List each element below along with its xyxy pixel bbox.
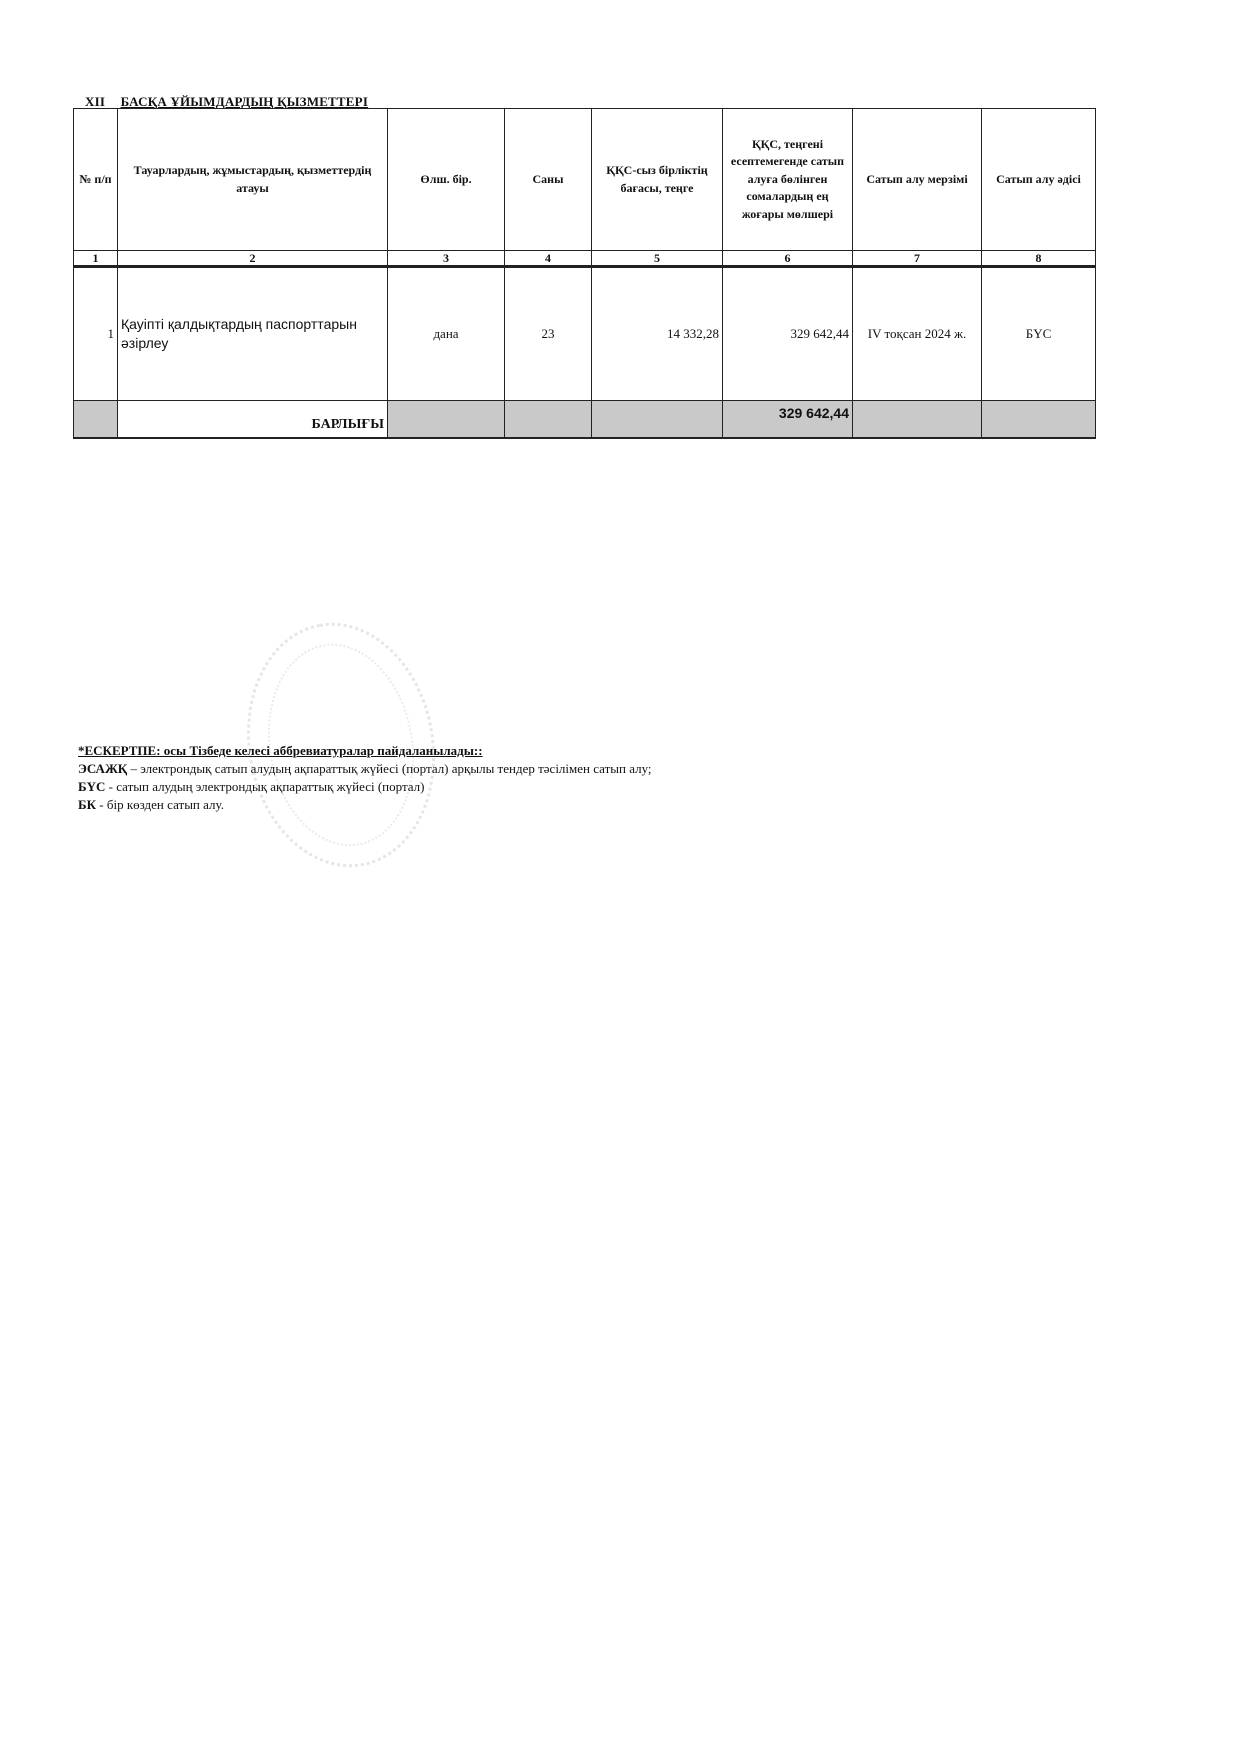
header-cell-method: Сатып алу әдісі — [982, 109, 1096, 251]
total-amount: 329 642,44 — [723, 401, 853, 439]
section-number: XII — [85, 94, 106, 109]
column-number: 3 — [388, 251, 505, 267]
column-number: 4 — [505, 251, 592, 267]
max-amount-cell: 329 642,44 — [723, 267, 853, 401]
total-empty-cell — [592, 401, 723, 439]
header-cell-unit: Өлш. бір. — [388, 109, 505, 251]
note-abbr: БК — [78, 797, 97, 812]
note-text: – электрондық сатып алудың ақпараттық жүйесі (портал) арқылы тендер тәсілімен сатып алу; — [127, 761, 652, 776]
header-cell-number: № п/п — [74, 109, 118, 251]
quantity-cell: 23 — [505, 267, 592, 401]
table-row — [74, 267, 1096, 401]
note-item — [78, 778, 652, 796]
notes-heading: *ЕСКЕРТПЕ: осы Тізбеде келесі аббревиатуралар пайдаланылады:: — [78, 743, 483, 758]
total-label: БАРЛЫҒЫ — [118, 401, 388, 439]
note-abbr: БҮС — [78, 779, 106, 794]
column-number: 1 — [74, 251, 118, 267]
header-cell-quantity: Саны — [505, 109, 592, 251]
column-number: 7 — [853, 251, 982, 267]
column-number: 2 — [118, 251, 388, 267]
header-cell-unit-price: ҚҚС-сыз бірліктің бағасы, теңге — [592, 109, 723, 251]
note-text: - бір көзден сатып алу. — [96, 797, 224, 812]
period-cell: IV тоқсан 2024 ж. — [853, 267, 982, 401]
note-item — [78, 760, 652, 778]
total-row — [74, 401, 1096, 439]
note-item — [78, 796, 652, 814]
total-empty-cell — [982, 401, 1096, 439]
column-number: 8 — [982, 251, 1096, 267]
table-header-row — [74, 109, 1096, 251]
total-empty-cell — [853, 401, 982, 439]
column-number: 6 — [723, 251, 853, 267]
unit-cell: дана — [388, 267, 505, 401]
header-cell-name: Тауарлардың, жұмыстардың, қызметтердің атауы — [118, 109, 388, 251]
section-name: БАСҚА ҰЙЫМДАРДЫҢ ҚЫЗМЕТТЕРІ — [120, 94, 369, 109]
item-name-cell: Қауіпті қалдықтардың паспорттарын әзірлеу — [118, 267, 388, 401]
total-empty-cell — [505, 401, 592, 439]
total-empty-cell — [74, 401, 118, 439]
column-number: 5 — [592, 251, 723, 267]
header-cell-period: Сатып алу мерзімі — [853, 109, 982, 251]
header-cell-max-amount: ҚҚС, теңгені есептемегенде сатып алуға бөлінген сомалардың ең жоғары мөлшері — [723, 109, 853, 251]
total-empty-cell — [388, 401, 505, 439]
note-text: - сатып алудың электрондық ақпараттық жүйесі (портал) — [105, 779, 425, 794]
unit-price-cell: 14 332,28 — [592, 267, 723, 401]
column-number-row — [74, 251, 1096, 267]
note-abbr: ЭСАЖҚ — [78, 761, 128, 776]
procurement-table — [73, 108, 1096, 439]
row-number-cell: 1 — [74, 267, 118, 401]
method-cell: БҮС — [982, 267, 1096, 401]
notes-block — [78, 742, 652, 814]
